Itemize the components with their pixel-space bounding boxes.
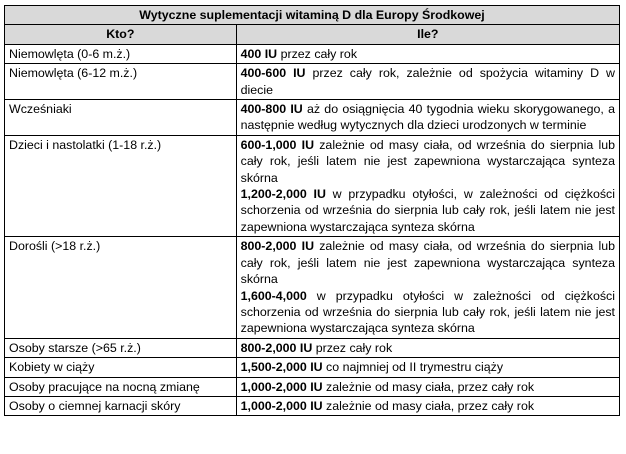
table-row [5,44,620,63]
dose-amount: 1,500-2,000 IU [240,360,323,375]
dose-paragraph [241,398,615,414]
dose-paragraph [241,101,615,134]
row-dose-cell [236,44,619,63]
table-row [5,100,620,136]
column-header-dose: Ile? [236,25,619,44]
dose-paragraph [241,379,615,395]
row-dose-cell [236,338,619,357]
dose-paragraph [241,65,615,98]
row-dose-cell [236,396,619,415]
dose-amount: 1,200-2,000 IU [240,187,326,202]
column-header-who: Kto? [5,25,237,44]
row-who-cell: Osoby starsze (>65 r.ż.) [5,338,237,357]
dose-paragraph [241,288,615,337]
row-who-cell: Niemowlęta (0-6 m.ż.) [5,44,237,63]
dose-amount: 400-800 IU [240,102,303,117]
table-row [5,377,620,396]
dose-description: przez cały rok [312,340,393,355]
row-who-cell: Dzieci i nastolatki (1-18 r.ż.) [5,135,237,236]
dose-paragraph [241,46,615,62]
dose-paragraph [241,340,615,356]
table-body [5,44,620,416]
dose-paragraph [241,359,615,375]
dose-description: przez cały rok [277,46,358,61]
row-who-cell: Niemowlęta (6-12 m.ż.) [5,64,237,100]
row-dose-cell [236,377,619,396]
dose-description: zależnie od masy ciała, od września do sierpnia lub cały rok, jeśli latem nie jest zapewniona wystarczająca synteza skórna [240,239,616,287]
table-row [5,338,620,357]
row-dose-cell [236,237,619,338]
table-title: Wytyczne suplementacji witaminą D dla Europy Środkowej [5,6,620,25]
dose-paragraph [241,137,615,186]
row-who-cell: Osoby pracujące na nocną zmianę [5,377,237,396]
dose-amount: 1,600-4,000 [240,288,307,303]
dose-paragraph [241,238,615,287]
dose-amount: 400 IU [240,46,278,61]
table-row [5,64,620,100]
dose-description: zależnie od masy ciała, przez cały rok [322,379,535,394]
dose-paragraph [241,186,615,235]
dose-amount: 800-2,000 IU [240,239,315,254]
dose-description: aż do osiągnięcia 40 tygodnia wieku skorygowanego, a następnie według wytycznych dla dzieci urodzonych w terminie [240,102,615,133]
row-who-cell: Osoby o ciemnej karnacji skóry [5,396,237,415]
document [4,5,620,416]
row-dose-cell [236,135,619,236]
dose-amount: 800-2,000 IU [240,340,313,355]
dose-description: zależnie od masy ciała, przez cały rok [322,398,535,413]
row-dose-cell [236,358,619,377]
row-dose-cell [236,64,619,100]
dose-description: zależnie od masy ciała, od września do sierpnia lub cały rok, jeśli latem nie jest zapewniona wystarczająca synteza skórna [240,137,616,185]
table-row [5,135,620,236]
dose-amount: 1,000-2,000 IU [240,398,323,413]
table-row [5,358,620,377]
row-who-cell: Wcześniaki [5,100,237,136]
row-dose-cell [236,100,619,136]
dose-description: w przypadku otyłości, w zależności od ciężkości schorzenia od września do sierpnia lub cały rok, jeśli latem nie jest zapewniona wystarczająca synteza skórna [240,187,615,234]
table-row [5,396,620,415]
row-who-cell: Dorośli (>18 r.ż.) [5,237,237,338]
dose-amount: 1,000-2,000 IU [240,379,323,394]
dose-amount: 600-1,000 IU [240,137,315,152]
dose-description: co najmniej od II trymestru ciąży [322,360,504,375]
dose-amount: 400-600 IU [240,66,306,81]
dose-description: przez cały rok, zależnie od spożycia witaminy D w diecie [240,66,616,97]
vitamin-d-table [4,5,620,416]
table-row [5,237,620,338]
dose-description: w przypadku otyłości w zależności od ciężkości schorzenia od września do sierpnia lub cały rok, jeśli latem nie jest zapewniona wystarczająca synteza skórna [240,288,615,336]
row-who-cell: Kobiety w ciąży [5,358,237,377]
